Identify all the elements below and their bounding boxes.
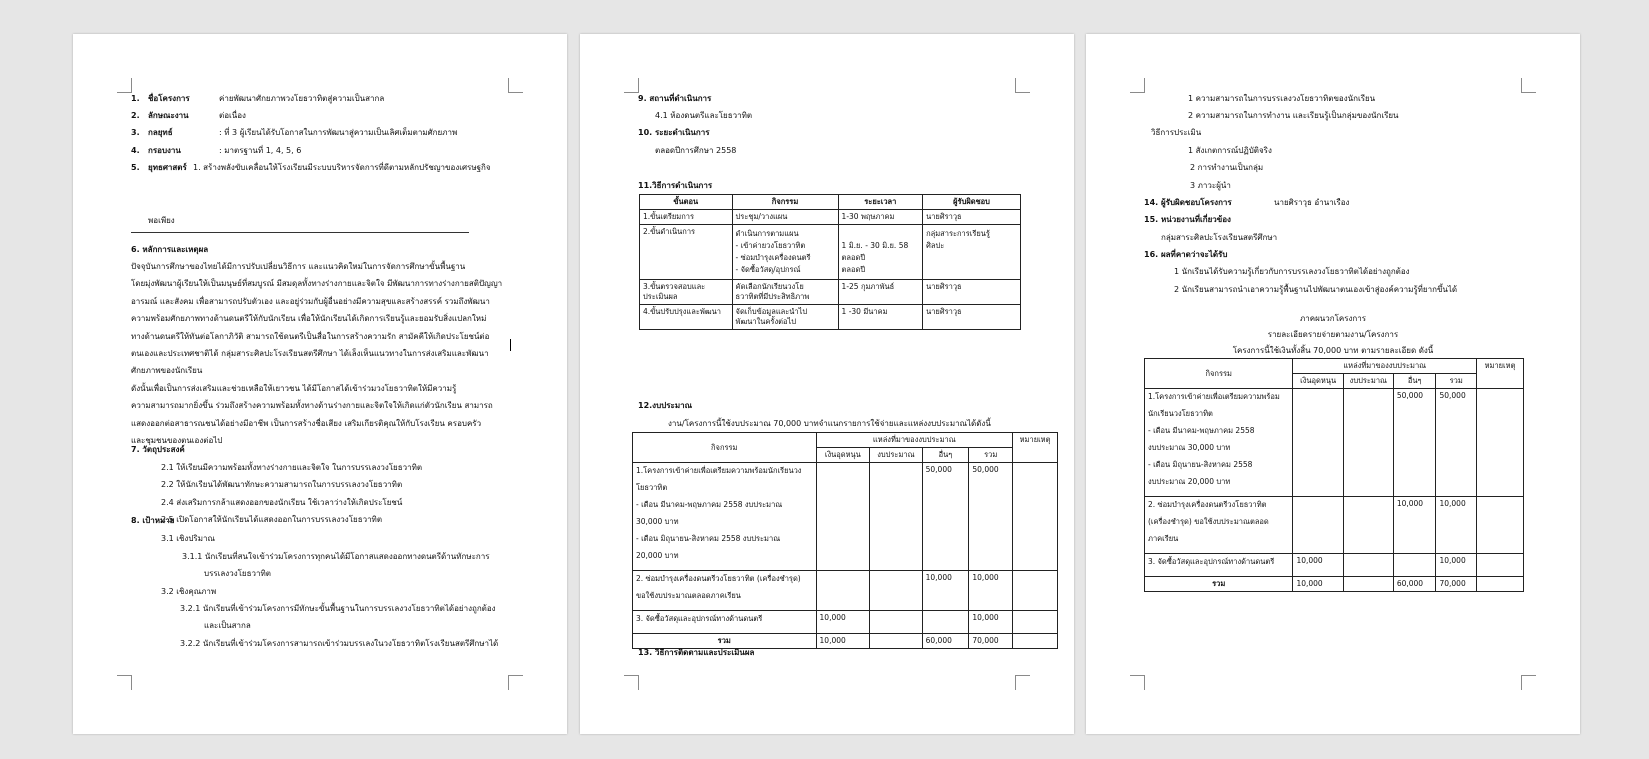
paragraph-line: อารมณ์ และสังคม เพื่อสามารถปรับตัวเอง และอยู่ร่วมกับผู้อื่นอย่างมีความสุขและสร้างสรรค์ รวมถึงพัฒนา [131, 296, 490, 306]
total-amount: 60,000 [922, 634, 969, 649]
time-line [842, 229, 920, 239]
qual-item: 3.2.2 นักเรียนที่เข้าร่วมโครงการสามารถเข้าร่วมบรรเลงในวงโยธวาทิตโรงเรียนสตรีศึกษาได้ [180, 639, 499, 648]
method-item: 3 ภาวะผู้นำ [1190, 181, 1231, 190]
activity-line: - ซ่อมบำรุงเครื่องดนตรี [735, 253, 811, 262]
paragraph-line: โดยมุ่งพัฒนาผู้เรียนให้เป็นมนุษย์ที่สมบูรณ์ มีสมดุลทั้งทางร่างกายและจิตใจ มีพัฒนาการทางร่างกายสติปัญญา [131, 279, 503, 289]
table-row [1145, 497, 1524, 554]
item-label: ยุทธศาสตร์ [148, 163, 187, 172]
amount-cell [870, 463, 922, 571]
person-cell [923, 210, 1021, 225]
paragraph-line: ปัจจุบันการศึกษาของไทยได้มีการปรับเปลี่ยนวิธีการ และแนวคิดใหม่ในการจัดการศึกษาขั้นพื้นฐาน [131, 262, 466, 271]
step-cell: 2.ขั้นดำเนินการ [640, 225, 733, 280]
text-cursor [510, 339, 511, 351]
activity-line: ดำเนินการตามแผน [735, 229, 799, 238]
budget-table [632, 432, 1058, 649]
item-label: ชื่อโครงการ [148, 94, 190, 103]
objective-item: 2.1 ให้เรียนมีความพร้อมทั้งทางร่างกายและจิตใจ ในการบรรเลงวงโยธวาทิต [161, 463, 423, 472]
person-line: กลุ่มสาระการเรียนรู้ [926, 229, 990, 238]
activity-cell [732, 210, 838, 225]
table-row [633, 463, 1058, 571]
activity-cell [732, 225, 838, 280]
person-cell [923, 225, 1021, 280]
table-row [633, 611, 1058, 634]
time-line: 1-30 พฤษภาคม [841, 212, 895, 221]
section14-label: 14. ผู้รับผิดชอบโครงการ [1144, 198, 1232, 207]
section16-item: 2 นักเรียนสามารถนำเอาความรู้พื้นฐานไปพัฒนาตนเองเข้าสู่องค์ความรู้ที่ยากขึ้นได้ [1174, 285, 1458, 294]
amount-cell [1343, 497, 1393, 554]
amount-cell: 10,000 [1393, 497, 1436, 554]
amount-cell: 50,000 [969, 463, 1013, 571]
document-page-3[interactable] [1086, 34, 1580, 734]
person-line: ศิลปะ [926, 241, 945, 250]
item5-continuation: พอเพียง [148, 216, 175, 225]
activity-line: - เดือน มิถุนายน-สิงหาคม 2558 [1148, 460, 1253, 469]
activity-line: นักเรียนวงโยธวาทิต [1148, 409, 1213, 418]
source-subheader: เงินอุดหนุน [816, 448, 870, 463]
method-item: 1 สังเกตการณ์ปฏิบัติจริง [1188, 146, 1272, 155]
source-subheader: งบประมาณ [1343, 374, 1393, 389]
activity-cell [732, 305, 838, 330]
section8-title: 8. เป้าหมาย [131, 516, 175, 525]
time-cell [838, 280, 923, 305]
note-cell [1477, 389, 1524, 497]
eval-item: 1 ความสามารถในการบรรเลงวงโยธวาทิตของนักเรียน [1188, 94, 1376, 103]
activity-header: กิจกรรม [1145, 359, 1293, 389]
time-cell [838, 210, 923, 225]
paragraph-line: และชุมชนของตนเองต่อไป [131, 436, 223, 445]
crop-mark [1521, 78, 1536, 93]
crop-mark [1130, 78, 1145, 93]
source-header: แหล่งที่มาของงบประมาณ [816, 433, 1013, 448]
activity-line: (เครื่องชำรุด) ขอใช้งบประมาณตลอด [1148, 517, 1269, 526]
activity-line: 2. ซ่อมบำรุงเครื่องดนตรีวงโยธวาทิต (เครื่องชำรุด) [636, 574, 801, 583]
activity-cell [633, 611, 817, 634]
note-header: หมายเหตุ [1013, 433, 1058, 463]
activity-line: งบประมาณ 30,000 บาท [1148, 443, 1231, 452]
total-label: รวม [1145, 577, 1293, 592]
crop-mark [624, 78, 639, 93]
divider-rule [131, 232, 469, 233]
paragraph-line: ทางด้านดนตรีให้ทันต่อโลกาภิวัติ สามารถใช้ดนตรีเป็นสื่อในการสร้างความรัก สามัคคีให้เกิดประโยชน์ต่อ [131, 331, 490, 341]
section15-item: กลุ่มสาระศิลปะโรงเรียนสตรีศึกษา [1161, 233, 1278, 242]
qual-heading: 3.2 เชิงคุณภาพ [161, 587, 217, 596]
amount-cell [1393, 554, 1436, 577]
section9-item: 4.1 ห้องดนตรีและโยธวาทิต [655, 111, 753, 120]
note-cell [1013, 611, 1058, 634]
annex-budget-table [1144, 358, 1524, 592]
activity-line: - เดือน มีนาคม-พฤษภาคม 2558 [1148, 426, 1255, 435]
section13-title: 13. วิธีการติดตามและประเมินผล [638, 648, 755, 657]
amount-cell: 50,000 [922, 463, 969, 571]
annex-title: ภาคผนวกโครงการ [1299, 314, 1367, 323]
column-header: กิจกรรม [732, 195, 838, 210]
activity-line: โยธวาทิต [636, 483, 668, 492]
activity-line: ภาคเรียน [1148, 534, 1179, 543]
activity-line: จัดเก็บข้อมูลและนำไป [735, 307, 808, 316]
section7-title: 7. วัตถุประสงค์ [131, 445, 185, 454]
amount-cell [1343, 389, 1393, 497]
column-header: ผู้รับผิดชอบ [923, 195, 1021, 210]
activity-line: 1.โครงการเข้าค่ายเพื่อเตรียมความพร้อมนักเรียนวง [636, 466, 802, 475]
quant-item-cont: บรรเลงวงโยธวาทิต [204, 569, 271, 578]
activity-line: - เดือน มีนาคม-พฤษภาคม 2558 งบประมาณ [636, 500, 783, 509]
amount-cell: 10,000 [1436, 497, 1477, 554]
total-amount: 70,000 [969, 634, 1013, 649]
item-number: 4. [131, 146, 140, 155]
activity-line: - เดือน มิถุนายน-สิงหาคม 2558 งบประมาณ [636, 534, 781, 543]
total-amount: 60,000 [1393, 577, 1436, 592]
method-item: 2 การทำงานเป็นกลุ่ม [1190, 163, 1264, 172]
amount-cell [816, 571, 870, 611]
objective-item: 2.4 ส่งเสริมการกล้าแสดงออกของนักเรียน ใช้เวลาว่างให้เกิดประโยชน์ [161, 497, 403, 507]
activity-line: 2. ซ่อมบำรุงเครื่องดนตรีวงโยธวาทิต [1148, 500, 1267, 509]
activity-line: 3. จัดซื้อวัสดุและอุปกรณ์ทางด้านดนตรี [636, 614, 763, 623]
section12-title: 12.งบประมาณ [638, 401, 693, 410]
eval-item: 2 ความสามารถในการทำงาน และเรียนรู้เป็นกลุ่มของนักเรียน [1188, 111, 1399, 120]
paragraph-line: ดังนั้นเพื่อเป็นการส่งเสริมและช่วยเหลือให้เยาวชน ได้มีโอกาสได้เข้าร่วมวงโยธวาทิตให้มีความรู้ [131, 383, 457, 393]
annex-subtitle: รายละเอียดรายจ่ายตามงาน/โครงการ [1267, 330, 1399, 339]
qual-item-cont: และเป็นสากล [204, 621, 251, 630]
activity-cell [633, 571, 817, 611]
activity-line: ขอใช้งบประมาณตลอดภาคเรียน [636, 591, 741, 600]
note-cell [1477, 497, 1524, 554]
objective-item: 2.2 ให้นักเรียนได้พัฒนาทักษะความสามารถในการบรรเลงวงโยธวาทิต [161, 480, 403, 490]
activity-line: พัฒนาในครั้งต่อไป [735, 317, 797, 326]
person-line: นายศิราวุธ [926, 307, 962, 316]
table-row [633, 571, 1058, 611]
activity-header: กิจกรรม [633, 433, 817, 463]
item-number: 1. [131, 94, 140, 103]
source-header: แหล่งที่มาของงบประมาณ [1293, 359, 1477, 374]
source-subheader: เงินอุดหนุน [1293, 374, 1343, 389]
table-row [640, 225, 1021, 280]
time-cell [838, 225, 923, 280]
item-value: : ที่ 3 ผู้เรียนได้รับโอกาสในการพัฒนาสู่ความเป็นเลิศเต็มตามศักยภาพ [219, 128, 458, 137]
amount-cell: 10,000 [1293, 554, 1343, 577]
crop-mark [508, 78, 523, 93]
note-cell [1013, 463, 1058, 571]
total-amount: 10,000 [816, 634, 870, 649]
item-value: : มาตรฐานที่ 1, 4, 5, 6 [219, 146, 302, 155]
source-subheader: อื่นๆ [1393, 374, 1436, 389]
crop-mark [1015, 675, 1030, 690]
crop-mark [1130, 675, 1145, 690]
activity-cell [1145, 389, 1293, 497]
activity-cell [1145, 497, 1293, 554]
section16-title: 16. ผลที่คาดว่าจะได้รับ [1144, 250, 1228, 259]
person-line: นายศิราวุธ [926, 282, 962, 291]
table-row [1145, 389, 1524, 497]
amount-cell [922, 611, 969, 634]
note-cell [1477, 554, 1524, 577]
time-line: 1 มิ.ย. - 30 มิ.ย. 58 [841, 241, 909, 250]
activity-line: - เข้าค่ายวงโยธวาทิต [735, 241, 806, 250]
activity-cell [1145, 554, 1293, 577]
activity-line: 1.โครงการเข้าค่ายเพื่อเตรียมความพร้อม [1148, 392, 1280, 401]
person-line: นายศิราวุธ [926, 212, 962, 221]
total-amount: 10,000 [1293, 577, 1343, 592]
person-cell [923, 280, 1021, 305]
time-line: 1-25 กุมภาพันธ์ [841, 282, 895, 291]
amount-cell [816, 463, 870, 571]
source-subheader: รวม [969, 448, 1013, 463]
step-cell: 1.ขั้นเตรียมการ [640, 210, 733, 225]
note-cell [1013, 571, 1058, 611]
amount-cell: 50,000 [1436, 389, 1477, 497]
time-line: ตลอดปี [841, 253, 866, 262]
amount-cell: 10,000 [1436, 554, 1477, 577]
crop-mark [624, 675, 639, 690]
activity-line: คัดเลือกนักเรียนวงโย [735, 282, 804, 291]
activity-line: 20,000 บาท [636, 551, 679, 560]
step-cell: 3.ขั้นตรวจสอบและประเมินผล [640, 280, 733, 305]
section11-title: 11.วิธีการดำเนินการ [638, 181, 713, 190]
paragraph-line: ความสามารถมากยิ่งขึ้น ร่วมถึงสร้างความพร้อมทั้งทางด้านร่างกายและจิตใจให้เกิดแก่ตัวนักเรียน สามารถ [131, 401, 493, 411]
budget-description: งาน/โครงการนี้ใช้งบประมาณ 70,000 บาทจำแนกรายการใช้จ่ายและแหล่งงบประมาณได้ดังนี้ [668, 419, 991, 428]
quant-heading: 3.1 เชิงปริมาณ [161, 534, 215, 543]
objective-item: 2.5 เปิดโอกาสให้นักเรียนได้แสดงออกในการบรรเลงวงโยธวาทิต [161, 514, 383, 524]
note-header: หมายเหตุ [1477, 359, 1524, 389]
column-header: ขั้นตอน [640, 195, 733, 210]
amount-cell [1293, 497, 1343, 554]
table-row [640, 210, 1021, 225]
item-number: 2. [131, 111, 140, 120]
item-number: 3. [131, 128, 140, 137]
amount-cell: 10,000 [969, 571, 1013, 611]
person-cell [923, 305, 1021, 330]
document-page-1[interactable] [73, 34, 567, 734]
time-line: ตลอดปี [841, 265, 866, 274]
time-cell [838, 305, 923, 330]
item-value: ต่อเนื่อง [219, 111, 246, 120]
amount-cell [870, 611, 922, 634]
activity-cell [732, 280, 838, 305]
header-row [633, 433, 1058, 448]
crop-mark [1015, 78, 1030, 93]
qual-item: 3.2.1 นักเรียนที่เข้าร่วมโครงการมีทักษะขั้นพื้นฐานในการบรรเลงวงโยธวาทิตได้อย่างถูกต้อง [180, 604, 496, 613]
note-cell [1477, 577, 1524, 592]
document-page-2[interactable] [580, 34, 1074, 734]
section10-item: ตลอดปีการศึกษา 2558 [655, 146, 737, 155]
crop-mark [117, 78, 132, 93]
section10-title: 10. ระยะดำเนินการ [638, 128, 710, 137]
total-row [1145, 577, 1524, 592]
annex-description: โครงการนี้ใช้เงินทั้งสิ้น 70,000 บาท ตามรายละเอียด ดังนี้ [1232, 346, 1434, 355]
total-amount [1343, 577, 1393, 592]
activity-line: งบประมาณ 20,000 บาท [1148, 477, 1231, 486]
activity-line: - จัดซื้อวัสดุ/อุปกรณ์ [735, 265, 801, 274]
item-label: ลักษณะงาน [148, 111, 189, 120]
source-subheader: อื่นๆ [922, 448, 969, 463]
time-line: 1 -30 มีนาคม [841, 307, 888, 316]
amount-cell [1343, 554, 1393, 577]
amount-cell [870, 571, 922, 611]
section16-item: 1 นักเรียนได้รับความรู้เกี่ยวกับการบรรเลงวงโยธวาทิตได้อย่างถูกต้อง [1174, 267, 1410, 276]
total-amount [870, 634, 922, 649]
activity-line: 3. จัดซื้อวัสดุและอุปกรณ์ทางด้านดนตรี [1148, 557, 1275, 566]
table-row [640, 280, 1021, 305]
activity-line: ประชุม/วางแผน [735, 212, 788, 221]
paragraph-line: ตนเองและประเทศชาติได้ กลุ่มสาระศิลปะโรงเรียนสตรีศึกษา ได้เล็งเห็นแนวทางในการส่งเสริมและพัฒนา [131, 349, 489, 358]
amount-cell [1293, 389, 1343, 497]
section14-value: นายศิราวุธ อำนาเรือง [1274, 198, 1350, 207]
item-label: กลยุทธ์ [148, 128, 173, 137]
source-subheader: งบประมาณ [870, 448, 922, 463]
item-label: กรอบงาน [148, 146, 181, 155]
method-title: วิธีการประเมิน [1151, 128, 1202, 137]
table-row [640, 305, 1021, 330]
crop-mark [508, 675, 523, 690]
paragraph-line: ศักยภาพของนักเรียน [131, 366, 203, 376]
activity-line: ธวาทิตที่มีประสิทธิภาพ [735, 292, 810, 301]
step-cell: 4.ขั้นปรับปรุงและพัฒนา [640, 305, 733, 330]
activity-line: 30,000 บาท [636, 517, 679, 526]
amount-cell: 10,000 [922, 571, 969, 611]
item-value: 1. สร้างพลังขับเคลื่อนให้โรงเรียนมีระบบบริหารจัดการที่ดีตามหลักปรัชญาของเศรษฐกิจ [193, 163, 491, 172]
quant-item: 3.1.1 นักเรียนที่สนใจเข้าร่วมโครงการทุกคนได้มีโอกาสแสดงออกทางดนตรีด้านทักษะการ [182, 552, 490, 561]
section6-title: 6. หลักการและเหตุผล [131, 245, 209, 254]
header-row [1145, 359, 1524, 374]
paragraph-line: ความพร้อมศักยภาพทางด้านดนตรีให้กับนักเรียน เพื่อให้นักเรียนได้เกิดการเรียนรู้และยอมรับสิ่งแปลกใหม่ [131, 314, 487, 324]
activity-cell [633, 463, 817, 571]
source-subheader: รวม [1436, 374, 1477, 389]
note-cell [1013, 634, 1058, 649]
section15-title: 15. หน่วยงานที่เกี่ยวข้อง [1144, 215, 1231, 224]
amount-cell: 50,000 [1393, 389, 1436, 497]
amount-cell: 10,000 [969, 611, 1013, 634]
column-header: ระยะเวลา [838, 195, 923, 210]
table-row [1145, 554, 1524, 577]
crop-mark [1521, 675, 1536, 690]
total-amount: 70,000 [1436, 577, 1477, 592]
item-number: 5. [131, 163, 140, 172]
section9-title: 9. สถานที่ดำเนินการ [638, 94, 712, 103]
procedure-table [639, 194, 1021, 330]
total-label: รวม [633, 634, 817, 649]
item-value: ค่ายพัฒนาศักยภาพวงโยธวาทิตสู่ความเป็นสากล [219, 94, 385, 103]
crop-mark [117, 675, 132, 690]
paragraph-line: แสดงออกต่อสาธารณชนได้อย่างมีอาชีพ เป็นการสร้างชื่อเสียง เสริมเกียรติคุณให้กับโรงเรียน ครอบครัว [131, 418, 482, 428]
amount-cell: 10,000 [816, 611, 870, 634]
